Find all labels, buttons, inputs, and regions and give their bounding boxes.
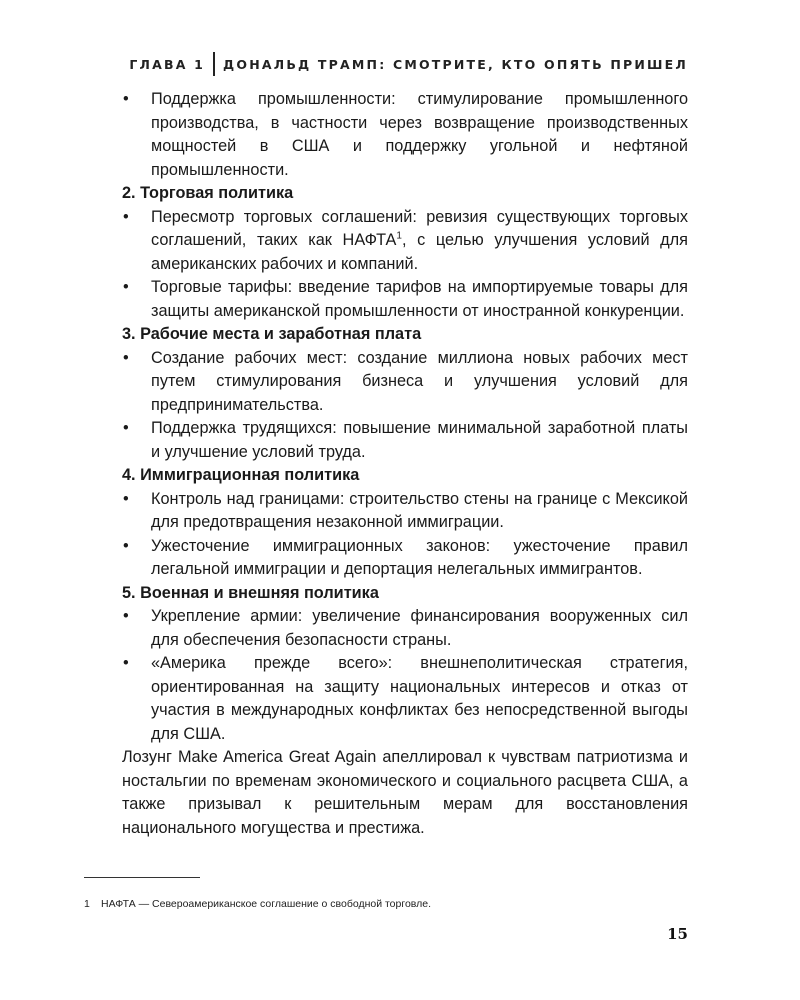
list-item-text: «Америка прежде всего»: внешнеполитическая стратегия, ориентированная на защиту национальных интересов и отказ от участия в международных конфликтах без непосредственной выгоды для США. [151,654,688,743]
bullet-icon: • [123,90,129,108]
bullet-icon: • [123,654,129,672]
list-item [122,88,688,182]
bullet-icon: • [123,419,129,437]
list-item [122,417,688,464]
list-item [122,206,688,277]
footnote-ref[interactable]: 1 [396,230,402,242]
bullet-icon: • [123,607,129,625]
section-heading: 4. Иммиграционная политика [122,466,360,484]
page-content [122,88,688,840]
list-item [122,276,688,323]
footnote-text: НАФТА — Североамериканское соглашение о свободной торговле. [101,897,432,910]
list-item-text: Поддержка промышленности: стимулирование промышленного производства, в частности через возвращение производственных мощностей в США и поддержку угольной и нефтяной промышленности. [151,90,688,179]
list-item-text: Создание рабочих мест: создание миллиона новых рабочих мест путем стимулирования бизнеса и улучшения условий для предпринимательства. [151,348,688,414]
bullet-icon: • [123,348,129,367]
footnote-divider [84,877,200,878]
bullet-icon: • [123,207,129,226]
section-heading: 5. Военная и внешняя политика [122,583,379,602]
chapter-title: ДОНАЛЬД ТРАМП: СМОТРИТЕ, КТО ОПЯТЬ ПРИШЕЛ [223,56,688,72]
bullet-icon: • [123,536,129,555]
list-item-text: Поддержка трудящихся: повышение минимальной заработной платы и улучшение условий труда. [151,419,688,461]
section-heading: 3. Рабочие места и заработная плата [122,325,422,343]
body-paragraph: Лозунг Make America Great Again апеллировал к чувствам патриотизма и ностальгии по временам экономического и социального расцвета США, а также призывал к решительным мерам для восстановления национального могущества и престижа. [122,748,688,837]
chapter-label: ГЛАВА 1 [129,56,206,72]
section-heading: 2. Торговая политика [122,184,294,202]
list-item [122,652,688,746]
list-item [122,605,688,652]
running-header [129,52,688,76]
list-item-text: Пересмотр торговых соглашений: ревизия существующих торговых соглашений, таких как НАФТА [151,207,688,249]
bullet-icon: • [123,489,129,508]
footnote-number: 1 [84,897,90,910]
list-item [122,535,688,582]
list-item [122,347,688,418]
list-item-text: Контроль над границами: строительство стены на границе с Мексикой для предотвращения незаконной иммиграции. [151,489,688,531]
list-item-text: Ужесточение иммиграционных законов: ужесточение правил легальной иммиграции и депортация нелегальных иммигрантов. [151,536,688,578]
footnote [84,898,431,910]
list-item-text-cont: , с целью улучшения условий для американских рабочих и компаний. [151,231,689,273]
list-item-text: Укрепление армии: увеличение финансирования вооруженных сил для обеспечения безопасности страны. [151,607,688,649]
bullet-icon: • [123,278,129,296]
list-item [122,488,688,535]
page-number: 15 [667,925,688,943]
list-item-text: Торговые тарифы: введение тарифов на импортируемые товары для защиты американской промышленности от иностранной конкуренции. [151,278,688,320]
header-separator [213,52,215,76]
